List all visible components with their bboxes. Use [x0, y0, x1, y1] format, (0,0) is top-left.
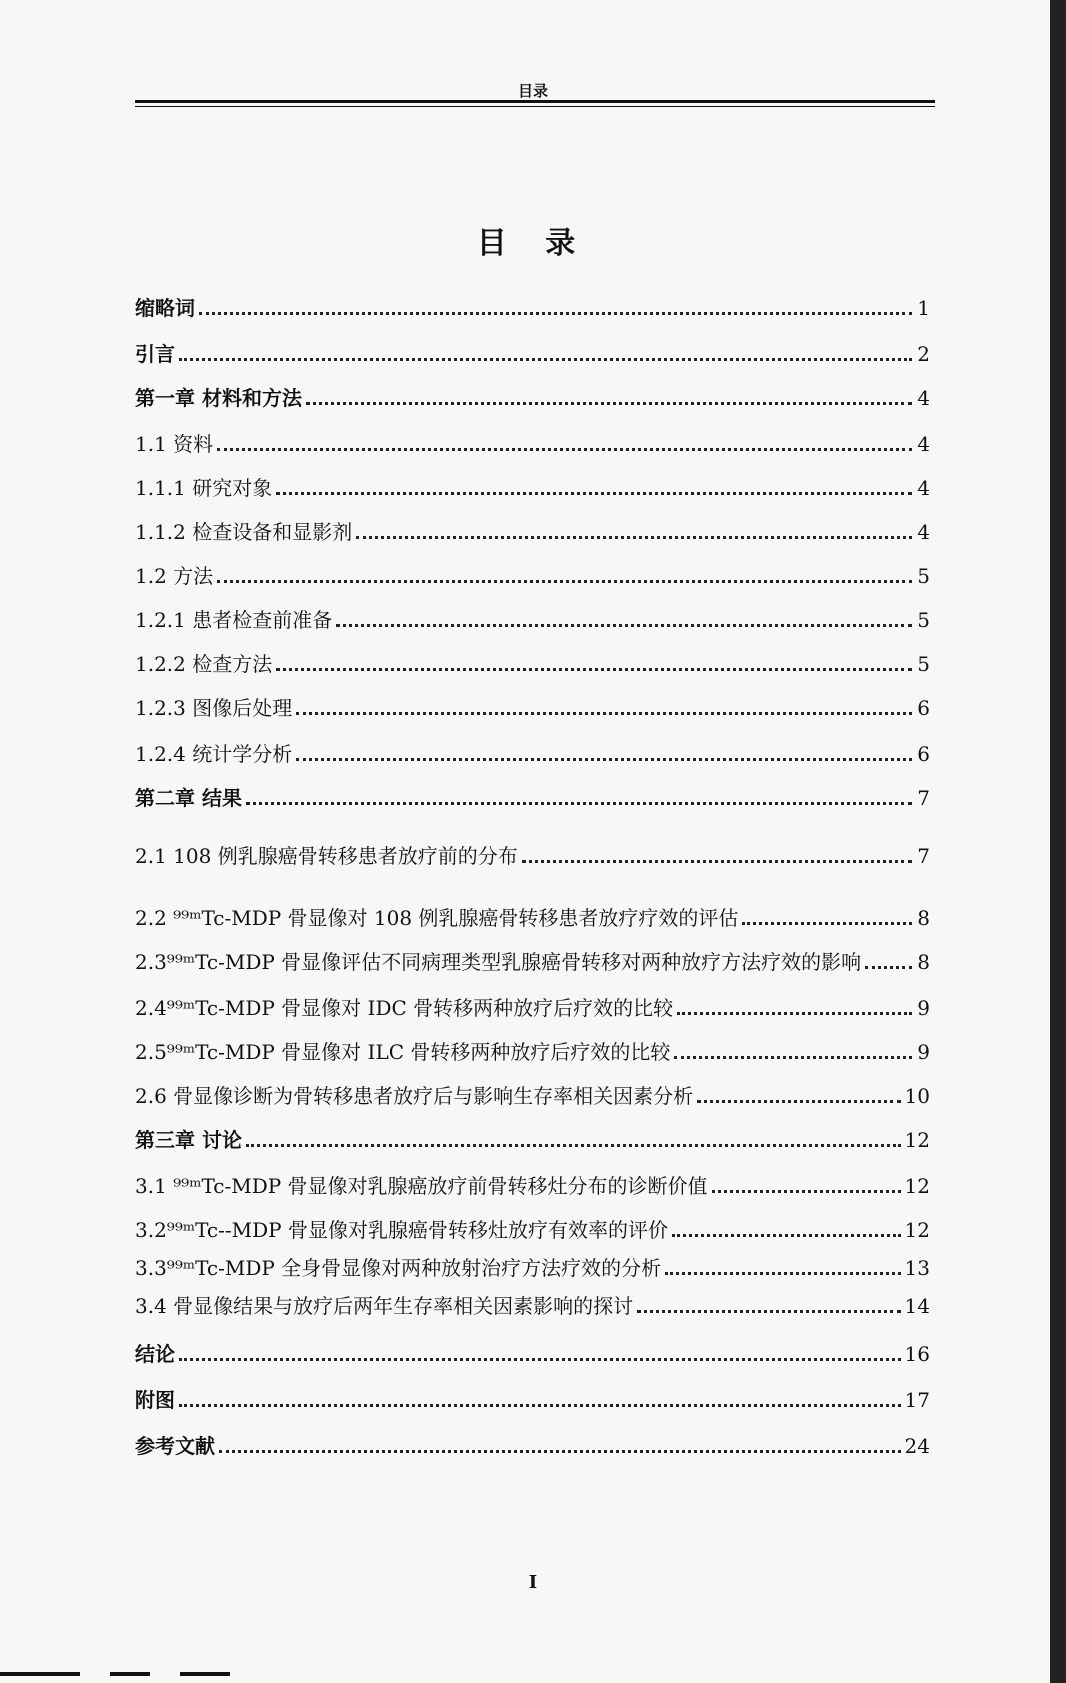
toc-entry-page: 7 — [917, 844, 930, 868]
scan-edge-bottom-mark — [0, 1672, 80, 1676]
dot-leader — [219, 1450, 901, 1453]
toc-entry-text: 2.4⁹⁹ᵐTc-MDP 骨显像对 IDC 骨转移两种放疗后疗效的比较 — [135, 996, 674, 1020]
dot-leader — [179, 358, 912, 361]
toc-entry[interactable] — [135, 290, 930, 322]
toc-entry-page: 4 — [917, 432, 930, 456]
toc-entry[interactable] — [135, 1078, 930, 1110]
toc-entry-text: 2.1 108 例乳腺癌骨转移患者放疗前的分布 — [135, 844, 518, 868]
dot-leader — [865, 966, 912, 969]
toc-entry-text: 3.2⁹⁹ᵐTc--MDP 骨显像对乳腺癌骨转移灶放疗有效率的评价 — [135, 1218, 668, 1242]
toc-entry-page: 24 — [904, 1434, 930, 1458]
toc-entry-text: 2.3⁹⁹ᵐTc-MDP 骨显像评估不同病理类型乳腺癌骨转移对两种放疗方法疗效的影响 — [135, 950, 862, 974]
toc-entry-text: 1.1 资料 — [135, 432, 214, 456]
toc-entry[interactable] — [135, 900, 930, 932]
toc-entry[interactable] — [135, 558, 930, 590]
dot-leader — [246, 802, 912, 805]
toc-entry-text: 1.2.1 患者检查前准备 — [135, 608, 333, 632]
toc-entry-page: 14 — [904, 1294, 930, 1318]
toc-entry-page: 4 — [917, 386, 930, 410]
dot-leader — [336, 624, 912, 627]
toc-entry[interactable] — [135, 1336, 930, 1368]
dot-leader — [199, 312, 912, 315]
toc-entry-text: 2.2 ⁹⁹ᵐTc-MDP 骨显像对 108 例乳腺癌骨转移患者放疗疗效的评估 — [135, 906, 739, 930]
toc-entry[interactable] — [135, 380, 930, 412]
dot-leader — [637, 1310, 900, 1313]
toc-entry[interactable] — [135, 1288, 930, 1320]
toc-entry-page: 8 — [917, 906, 930, 930]
dot-leader — [217, 580, 912, 583]
toc-entry[interactable] — [135, 1168, 930, 1200]
toc-entry-text: 缩略词 — [135, 296, 195, 320]
toc-entry-text: 结论 — [135, 1342, 175, 1366]
toc-entry-text: 1.2 方法 — [135, 564, 214, 588]
toc-entry-text: 2.5⁹⁹ᵐTc-MDP 骨显像对 ILC 骨转移两种放疗后疗效的比较 — [135, 1040, 671, 1064]
toc-entry[interactable] — [135, 690, 930, 722]
toc-entry-page: 16 — [904, 1342, 930, 1366]
toc-entry[interactable] — [135, 646, 930, 678]
toc-entry-text: 引言 — [135, 342, 175, 366]
toc-entry[interactable] — [135, 838, 930, 870]
toc-entry-page: 4 — [917, 476, 930, 500]
toc-entry-text: 附图 — [135, 1388, 175, 1412]
toc-entry-page: 4 — [917, 520, 930, 544]
scan-edge-bottom-mark — [180, 1672, 230, 1676]
toc-entry-text: 参考文献 — [135, 1434, 215, 1458]
toc-entry-page: 8 — [917, 950, 930, 974]
toc-entry[interactable] — [135, 990, 930, 1022]
toc-entry[interactable] — [135, 1034, 930, 1066]
toc-entry-text: 3.3⁹⁹ᵐTc-MDP 全身骨显像对两种放射治疗方法疗效的分析 — [135, 1256, 662, 1280]
toc-entry[interactable] — [135, 426, 930, 458]
toc-entry-page: 9 — [917, 1040, 930, 1064]
toc-entry[interactable] — [135, 1122, 930, 1154]
toc-entry[interactable] — [135, 1212, 930, 1244]
toc-entry-text: 1.2.3 图像后处理 — [135, 696, 293, 720]
toc-entry-text: 2.6 骨显像诊断为骨转移患者放疗后与影响生存率相关因素分析 — [135, 1084, 694, 1108]
toc-entry-text: 1.2.4 统计学分析 — [135, 742, 293, 766]
toc-entry[interactable] — [135, 1250, 930, 1282]
toc-entry-page: 9 — [917, 996, 930, 1020]
dot-leader — [522, 860, 912, 863]
toc-entry[interactable] — [135, 336, 930, 368]
dot-leader — [179, 1358, 901, 1361]
dot-leader — [674, 1056, 912, 1059]
scan-edge-bottom-mark — [110, 1672, 150, 1676]
toc-entry-text: 第一章 材料和方法 — [135, 386, 302, 410]
toc-entry-page: 12 — [904, 1218, 930, 1242]
toc-entry-page: 1 — [917, 296, 930, 320]
toc-entry-page: 6 — [917, 742, 930, 766]
running-header: 目录 — [517, 82, 548, 100]
page-number: I — [528, 1572, 538, 1593]
toc-entry[interactable] — [135, 1382, 930, 1414]
toc-entry-page: 13 — [904, 1256, 930, 1280]
dot-leader — [246, 1144, 901, 1147]
toc-entry-text: 3.4 骨显像结果与放疗后两年生存率相关因素影响的探讨 — [135, 1294, 634, 1318]
toc-entry[interactable] — [135, 780, 930, 812]
dot-leader — [276, 492, 912, 495]
toc-entry[interactable] — [135, 602, 930, 634]
dot-leader — [672, 1234, 901, 1237]
toc-entry-page: 5 — [917, 564, 930, 588]
toc-entry-text: 1.1.2 检查设备和显影剂 — [135, 520, 353, 544]
dot-leader — [665, 1272, 900, 1275]
dot-leader — [217, 448, 912, 451]
toc-entry-text: 1.1.1 研究对象 — [135, 476, 273, 500]
dot-leader — [356, 536, 912, 539]
toc-entry-page: 12 — [904, 1128, 930, 1152]
dot-leader — [276, 668, 912, 671]
toc-entry-text: 第三章 讨论 — [135, 1128, 242, 1152]
toc-entry[interactable] — [135, 736, 930, 768]
dot-leader — [712, 1190, 901, 1193]
toc-entry-page: 2 — [917, 342, 930, 366]
dot-leader — [296, 712, 912, 715]
toc-entry-page: 5 — [917, 608, 930, 632]
toc-entry-page: 6 — [917, 696, 930, 720]
toc-entry[interactable] — [135, 470, 930, 502]
toc-entry-text: 3.1 ⁹⁹ᵐTc-MDP 骨显像对乳腺癌放疗前骨转移灶分布的诊断价值 — [135, 1174, 708, 1198]
toc-entry-page: 12 — [904, 1174, 930, 1198]
toc-entry-text: 第二章 结果 — [135, 786, 242, 810]
toc-entry-page: 17 — [904, 1388, 930, 1412]
page-title: 目 录 — [476, 226, 590, 261]
scan-edge-right — [1050, 0, 1066, 1683]
dot-leader — [697, 1100, 900, 1103]
toc-entry[interactable] — [135, 1428, 930, 1460]
dot-leader — [296, 758, 912, 761]
toc-entry-page: 5 — [917, 652, 930, 676]
toc-entry-page: 10 — [904, 1084, 930, 1108]
toc-entry[interactable] — [135, 514, 930, 546]
dot-leader — [179, 1404, 901, 1407]
header-rule-thick — [135, 100, 935, 103]
header-rule-thin — [135, 106, 935, 107]
dot-leader — [306, 402, 912, 405]
toc-entry-page: 7 — [917, 786, 930, 810]
toc-entry[interactable] — [135, 944, 930, 976]
dot-leader — [677, 1012, 912, 1015]
dot-leader — [742, 922, 912, 925]
toc-entry-text: 1.2.2 检查方法 — [135, 652, 273, 676]
